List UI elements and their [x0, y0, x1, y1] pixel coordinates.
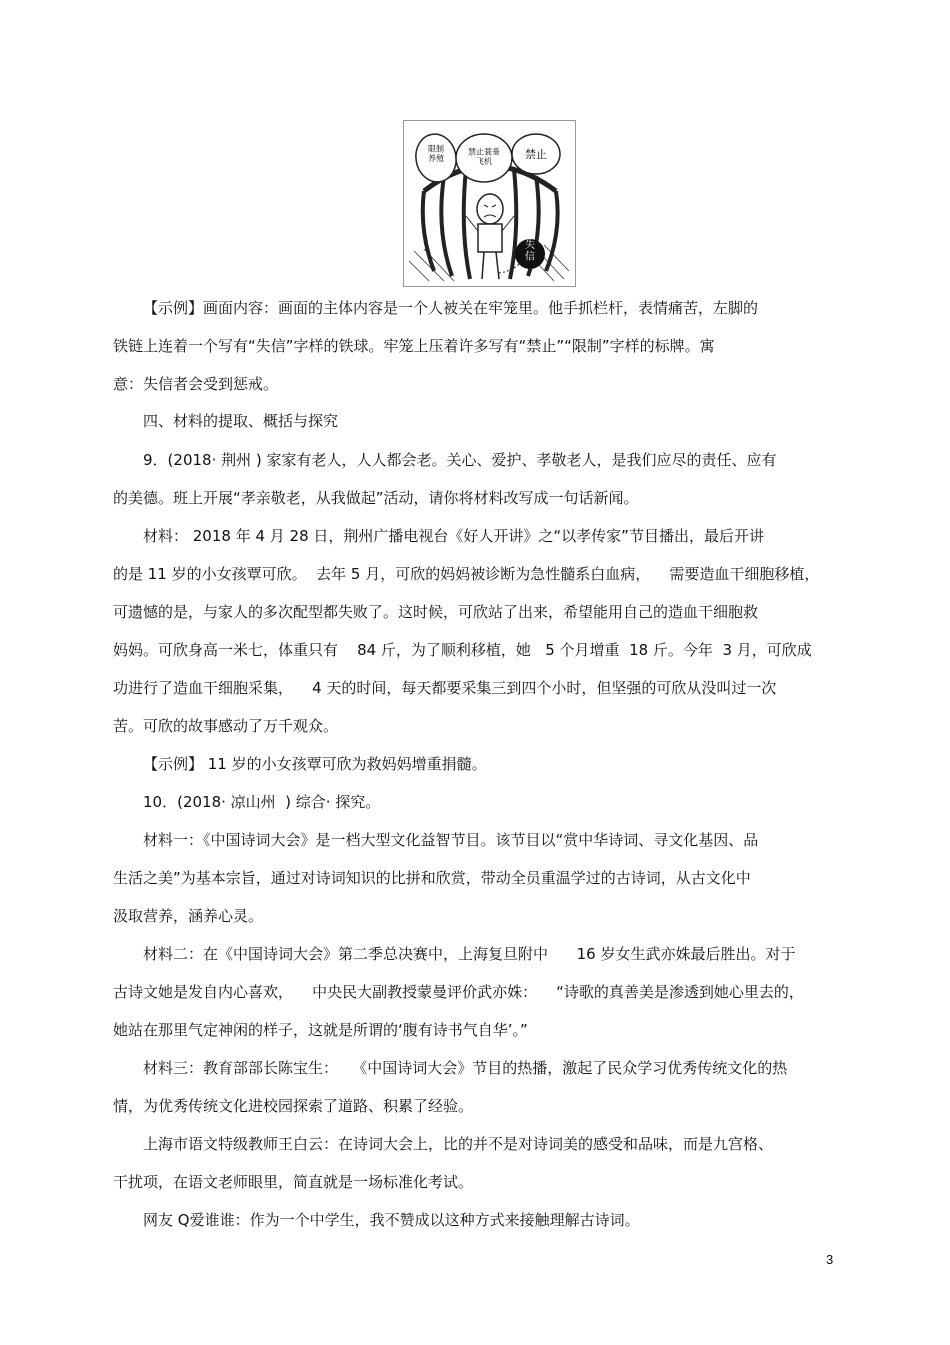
example-answer-9: 【示例】 11 岁的小女孩覃可欣为救妈妈增重捐髓。 — [143, 755, 487, 773]
cage-cartoon-drawing — [404, 121, 575, 286]
teacher-comment-line-1: 上海市语文特级教师王白云：在诗词大会上，比的并不是对诗词美的感受和品味，而是九宫格、 — [143, 1135, 774, 1153]
question-10-heading: 10．(2018· 凉山州 ) 综合· 探究。 — [143, 793, 381, 811]
material-three-line-1: 材料三：教育部部长陈宝生： 《中国诗词大会》节目的热播，激起了民众学习优秀传统文化的热 — [143, 1059, 788, 1077]
material-line-5: 功进行了造血干细胞采集， 4 天的时间，每天都要采集三到四个小时，但坚强的可欣从没叫过一次 — [113, 679, 777, 697]
material-line-2: 的是 11 岁的小女孩覃可欣。 去年 5 月，可欣的妈妈被诊断为急性髓系白血病， 需要造血干细胞移植， — [113, 565, 820, 583]
sign-2-label: 禁止蓑垂飞机 — [468, 147, 500, 166]
material-one-line-1: 材料一：《中国诗词大会》是一档大型文化益智节目。该节目以“赏中华诗词、寻文化基因、品 — [143, 831, 759, 849]
page-number: 3 — [826, 1252, 834, 1267]
example-answer-line-2: 铁链上连着一个写有“失信”字样的铁球。牢笼上压着许多写有“禁止”“限制”字样的标牌。寓 — [113, 337, 715, 355]
sign-3-label: 禁止 — [525, 148, 547, 161]
material-one-line-2: 生活之美”为基本宗旨，通过对诗词知识的比拼和欣赏，带动全员重温学过的古诗词，从古文化中 — [113, 869, 751, 887]
sign-1-label: 限制养殖 — [428, 144, 444, 163]
material-two-line-3: 她站在那里气定神闲的样子，这就是所谓的‘腹有诗书气自华’。” — [113, 1021, 528, 1039]
ball-label: 失信 — [525, 240, 535, 263]
netizen-comment: 网友 Q爱谁谁：作为一个中学生，我不赞成以这种方式来接触理解古诗词。 — [143, 1211, 640, 1229]
material-two-line-2: 古诗文她是发自内心喜欢， 中央民大副教授蒙曼评价武亦姝： “诗歌的真善美是渗透到她心里去的， — [113, 983, 804, 1001]
material-three-line-2: 情，为优秀传统文化进校园探索了道路、积累了经验。 — [113, 1097, 474, 1115]
material-line-4: 妈妈。可欣身高一米七，体重只有 84 斤，为了顺利移植，她 5 个月增重 18 斤。今年 3 月，可欣成 — [113, 641, 812, 659]
example-answer-line-3: 意：失信者会受到惩戒。 — [113, 375, 279, 393]
teacher-comment-line-2: 干扰项，在语文老师眼里，简直就是一场标准化考试。 — [113, 1173, 474, 1191]
question-9-line-1: 9．(2018· 荆州 ) 家家有老人，人人都会老。关心、爱护、孝敬老人，是我们应尽的责任、应有 — [143, 451, 777, 469]
material-line-1: 材料： 2018 年 4 月 28 日，荆州广播电视台《好人开讲》之“以孝传家”节目播出，最后开讲 — [143, 527, 764, 545]
material-two-line-1: 材料二：在《中国诗词大会》第二季总决赛中，上海复旦附中 16 岁女生武亦姝最后胜出。对于 — [143, 945, 796, 963]
material-one-line-3: 汲取营养，涵养心灵。 — [113, 907, 264, 925]
material-line-3: 可遗憾的是，与家人的多次配型都失败了。这时候，可欣站了出来，希望能用自己的造血干细胞救 — [113, 603, 759, 621]
cartoon-illustration — [403, 120, 576, 287]
example-answer-line-1: 【示例】画面内容：画面的主体内容是一个人被关在牢笼里。他手抓栏杆，表情痛苦，左脚的 — [143, 299, 759, 317]
question-9-line-2: 的美德。班上开展“孝亲敬老，从我做起”活动，请你将材料改写成一句话新闻。 — [113, 489, 639, 507]
section-heading: 四、材料的提取、概括与探究 — [143, 412, 339, 430]
material-line-6: 苦。可欣的故事感动了万千观众。 — [113, 717, 339, 735]
